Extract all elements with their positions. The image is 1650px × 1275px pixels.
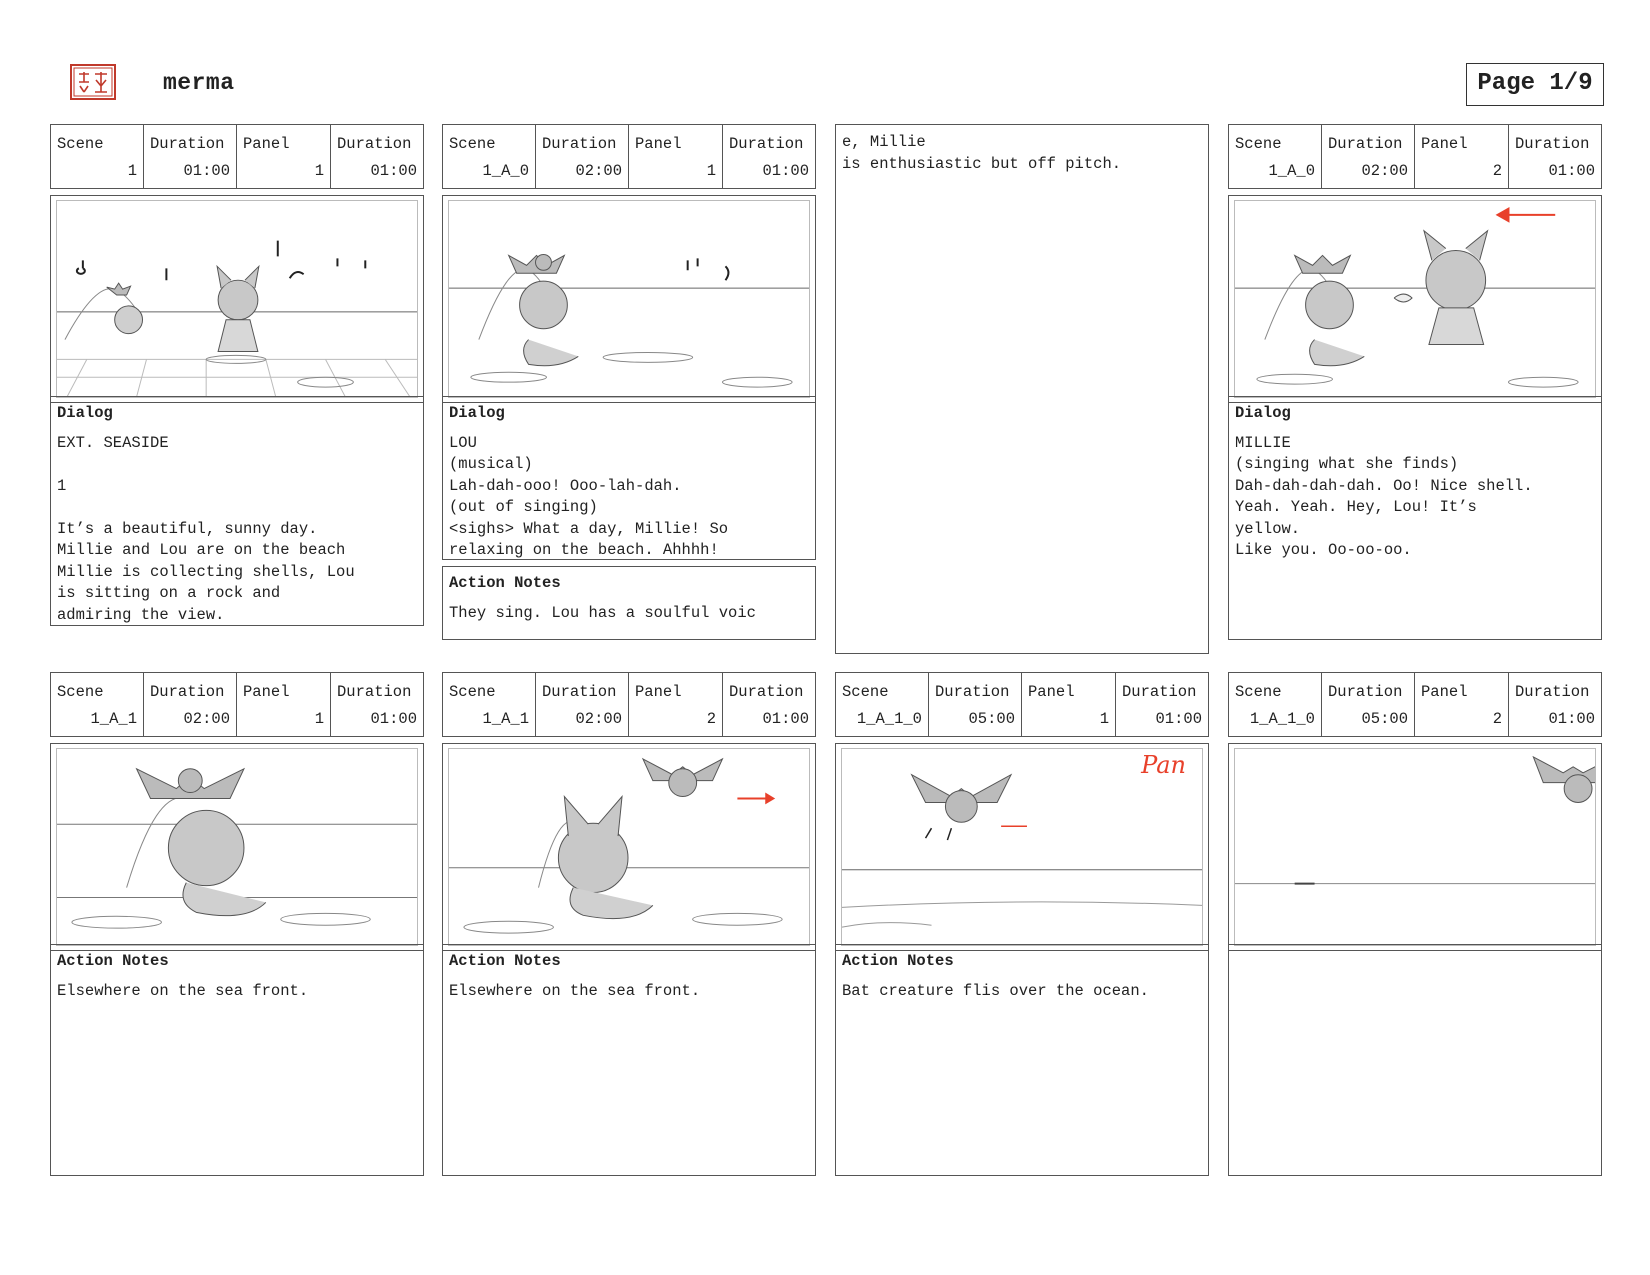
action-notes-heading: Action Notes (449, 574, 561, 592)
panel-image[interactable] (50, 195, 424, 403)
duration-label: Duration (729, 135, 804, 153)
dialog-text: MILLIE (singing what she finds) Dah-dah-dah-dah. Oo! Nice shell. Yeah. Yeah. Hey, Lou! It’s yellow. Like you. Oo-oo-oo. (1235, 433, 1533, 559)
scene-duration-value: 02:00 (1361, 162, 1408, 180)
scene-value: 1_A_1_0 (1249, 710, 1315, 728)
dialog-box (1228, 396, 1602, 640)
panel-value: 2 (1492, 710, 1502, 728)
panel-info-bar (835, 672, 1209, 737)
scene-label: Scene (842, 683, 889, 701)
action-notes-text: Elsewhere on the sea front. (57, 981, 309, 1000)
duration-label: Duration (542, 683, 617, 701)
panel-image[interactable] (442, 195, 816, 403)
scene-duration-value: 05:00 (1361, 710, 1408, 728)
panel-info-bar (1228, 672, 1602, 737)
panel-image[interactable] (1228, 743, 1602, 951)
scene-label: Scene (449, 683, 496, 701)
panel-image[interactable] (442, 743, 816, 951)
dialog-box (442, 396, 816, 560)
scene-label: Scene (1235, 135, 1282, 153)
panel-label: Panel (1421, 683, 1468, 701)
panel-label: Panel (243, 135, 290, 153)
scene-label: Scene (449, 135, 496, 153)
scene-duration-value: 01:00 (183, 162, 230, 180)
panel-duration-value: 01:00 (370, 710, 417, 728)
page-indicator: Page 1/9 (1466, 63, 1604, 106)
dialog-heading: Dialog (449, 404, 505, 422)
action-notes-box (442, 566, 816, 640)
studio-logo (70, 64, 116, 100)
duration-label: Duration (150, 135, 225, 153)
scene-label: Scene (57, 135, 104, 153)
duration-label: Duration (150, 683, 225, 701)
action-notes-box (835, 944, 1209, 1176)
dialog-text: EXT. SEASIDE 1 It’s a beautiful, sunny day. Millie and Lou are on the beach Millie is collecting shells, Lou is sitting on a rock and admiring the view. (57, 433, 355, 624)
duration-label: Duration (337, 135, 412, 153)
panel-value: 2 (1492, 162, 1502, 180)
duration-label: Duration (729, 683, 804, 701)
dialog-heading: Dialog (57, 404, 113, 422)
panel-value: 1 (314, 710, 324, 728)
panel-value: 2 (706, 710, 716, 728)
action-notes-text: They sing. Lou has a soulful voic (449, 603, 756, 622)
panel-image[interactable] (1228, 195, 1602, 403)
duration-label: Duration (1328, 683, 1403, 701)
panel-label: Panel (1421, 135, 1468, 153)
empty-notes-box (1228, 944, 1602, 1176)
scene-duration-value: 02:00 (575, 710, 622, 728)
duration-label: Duration (1122, 683, 1197, 701)
pan-right-arrow-icon (449, 749, 809, 945)
sketch-beach-scene (57, 201, 417, 397)
panel-duration-value: 01:00 (762, 162, 809, 180)
duration-label: Duration (1328, 135, 1403, 153)
panel-info-bar (1228, 124, 1602, 189)
panel-duration-value: 01:00 (370, 162, 417, 180)
scene-value: 1_A_0 (1268, 162, 1315, 180)
scene-value: 1 (127, 162, 137, 180)
panel-image[interactable] (835, 743, 1209, 951)
duration-label: Duration (337, 683, 412, 701)
dialog-box (50, 396, 424, 626)
action-notes-heading: Action Notes (842, 952, 954, 970)
sketch-lou-singing (449, 201, 809, 397)
action-notes-text: Bat creature flis over the ocean. (842, 981, 1149, 1000)
action-notes-box (442, 944, 816, 1176)
panel-duration-value: 01:00 (1548, 162, 1595, 180)
panel-duration-value: 01:00 (762, 710, 809, 728)
scene-label: Scene (1235, 683, 1282, 701)
panel-value: 1 (706, 162, 716, 180)
panel-duration-value: 01:00 (1548, 710, 1595, 728)
panel-label: Panel (243, 683, 290, 701)
panel-duration-value: 01:00 (1155, 710, 1202, 728)
scene-value: 1_A_0 (482, 162, 529, 180)
scene-value: 1_A_1_0 (856, 710, 922, 728)
sketch-lou-closeup (57, 749, 417, 945)
action-notes-heading: Action Notes (449, 952, 561, 970)
project-title: merma (163, 70, 235, 96)
duration-label: Duration (935, 683, 1010, 701)
action-notes-text: Elsewhere on the sea front. (449, 981, 701, 1000)
panel-value: 1 (1099, 710, 1109, 728)
pan-left-arrow-icon (1235, 201, 1595, 397)
scene-label: Scene (57, 683, 104, 701)
scene-value: 1_A_1 (482, 710, 529, 728)
sketch-bat-exit (1235, 749, 1595, 945)
dialog-text: LOU (musical) Lah-dah-ooo! Ooo-lah-dah. (out of singing) <sighs> What a day, Millie! So relaxing on the beach. Ahhhh! (449, 433, 729, 559)
panel-value: 1 (314, 162, 324, 180)
scene-duration-value: 02:00 (575, 162, 622, 180)
panel-label: Panel (635, 135, 682, 153)
action-notes-box (50, 944, 424, 1176)
panel-info-bar (50, 124, 424, 189)
panel-image[interactable] (50, 743, 424, 951)
duration-label: Duration (1515, 135, 1590, 153)
scene-value: 1_A_1 (90, 710, 137, 728)
panel-info-bar (442, 124, 816, 189)
duration-label: Duration (1515, 683, 1590, 701)
duration-label: Duration (542, 135, 617, 153)
dialog-heading: Dialog (1235, 404, 1291, 422)
scene-duration-value: 05:00 (968, 710, 1015, 728)
pan-annotation: Pan (1141, 751, 1186, 779)
scene-duration-value: 02:00 (183, 710, 230, 728)
panel-label: Panel (635, 683, 682, 701)
panel-label: Panel (1028, 683, 1075, 701)
action-notes-continuation: e, Millie is enthusiastic but off pitch. (835, 124, 1209, 654)
panel-info-bar (50, 672, 424, 737)
panel-info-bar (442, 672, 816, 737)
action-notes-heading: Action Notes (57, 952, 169, 970)
